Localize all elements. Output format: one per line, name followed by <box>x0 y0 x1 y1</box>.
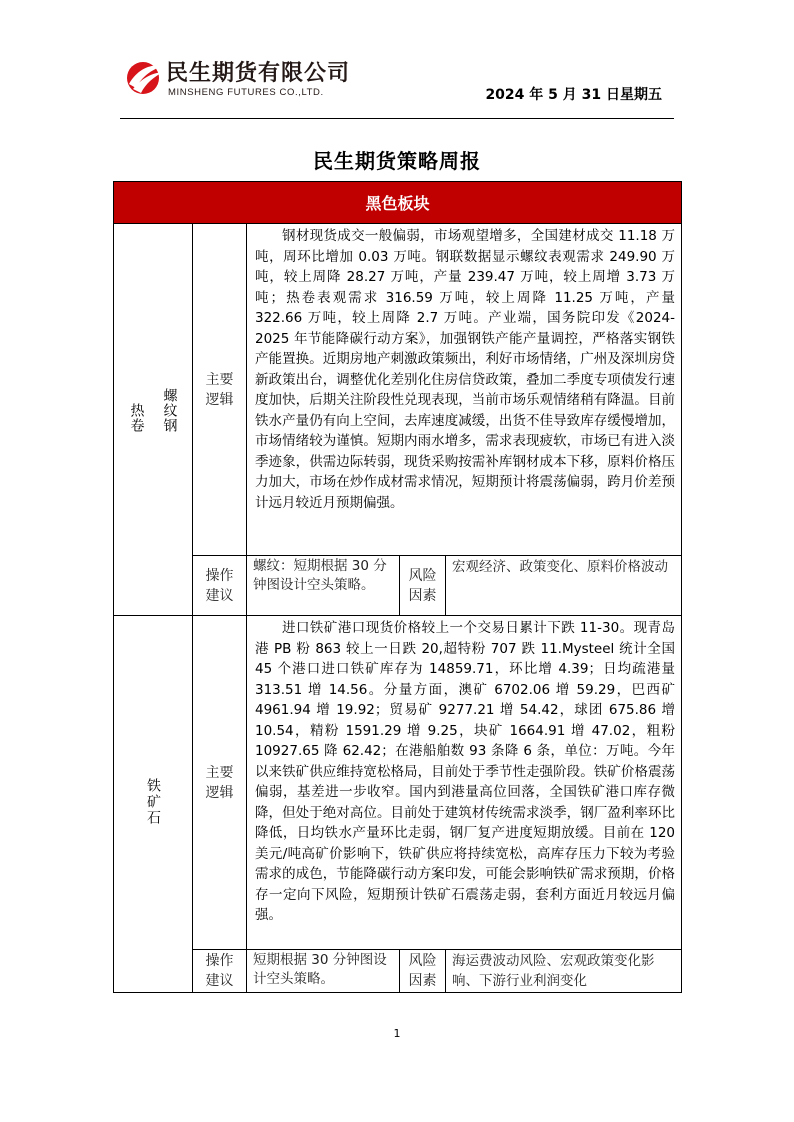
page-number: 1 <box>393 1027 401 1040</box>
iron-ore-risk: 海运费波动风险、宏观政策变化影响、下游行业利润变化 <box>446 950 682 993</box>
company-logo <box>124 56 364 102</box>
rebar-logic-text: 钢材现货成交一般偏弱，市场观望增多，全国建材成交 11.18 万吨，周环比增加 0.03 万吨。钢联数据显示螺纹表观需求 249.90 万吨，较上周降 28.27 万吨，产量 239.47 万吨，较上周增 3.73 万吨；热卷表观需求 316.59 万吨，较上周降 11.25 万吨，产量 322.66 万吨，较上周降 2.7 万吨。产业端，国务院印发《2024-2025 年节能降碳行动方案》，加强钢铁产能产量调控，严格落实钢铁产能置换。近期房地产刺激政策频出，利好市场情绪，广州及深圳房贷新政策出台，调整优化差别化住房信贷政策，叠加二季度专项债发行速度加快，后期关注阶段性兑现表现，当前市场乐观情绪稍有降温。目前铁水产量仍有向上空间，去库速度减缓，出货不佳导致库存缓慢增加，市场情绪较为谨慎。短期内雨水增多，需求表现疲软，市场已有进入淡季迹象，供需边际转弱，现货采购按需补库钢材成本下移，原料价格压力加大，市场在炒作成材需求情况，短期预计将震荡偏弱，跨月价差预计远月较近月预期偏强。 <box>255 228 676 511</box>
operation-label-text: 操作建议 <box>205 953 234 989</box>
strategy-table <box>113 181 682 993</box>
company-name-cn: 民生期货有限公司 <box>166 61 351 86</box>
commodity-label-hotcoil: 热卷 <box>128 402 145 433</box>
risk-label-text: 风险因素 <box>408 953 437 989</box>
rebar-operation: 螺纹：短期根据 30 分钟图设计空头策略。 <box>247 556 400 616</box>
main-logic-label-text: 主要逻辑 <box>205 764 234 801</box>
risk-label-text: 风险因素 <box>408 567 437 604</box>
report-date: 2024 年 5 月 31 日星期五 <box>485 87 662 103</box>
iron-ore-logic-cell <box>247 616 682 950</box>
commodity-iron-ore <box>114 616 193 993</box>
main-logic-label <box>193 616 247 950</box>
rebar-risk: 宏观经济、政策变化、原料价格波动 <box>446 556 682 616</box>
main-logic-label-text: 主要逻辑 <box>205 371 234 408</box>
risk-label <box>400 950 446 993</box>
header-divider <box>120 118 674 119</box>
commodity-label-rebar: 螺纹钢 <box>161 387 178 433</box>
minsheng-logo-icon <box>124 58 164 96</box>
iron-ore-logic-text: 进口铁矿港口现货价格较上一个交易日累计下跌 11-30。现青岛港 PB 粉 863 较上一日跌 20,超特粉 707 跌 11.Mysteel 统计全国 45 个港口进口铁矿库存为 14859.71，环比增 4.39；日均疏港量 313.51 增 14.56。分量方面，澳矿 6702.06 增 59.29，巴西矿 4961.94 增 19.92；贸易矿 9277.21 增 54.42，球团 675.86 增 10.54，精粉 1591.29 增 9.25，块矿 1664.91 增 47.02，粗粉 10927.65 降 62.42；在港船舶数 93 条降 6 条，单位：万吨。今年以来铁矿供应维持宽松格局，目前处于季节性走强阶段。铁矿价格震荡偏弱，基差进一步收窄。国内到港量高位回落，全国铁矿港口库存微降，但处于绝对高位。目前处于建筑材传统需求淡季，钢厂盈利率环比降低，日均铁水产量环比走弱，钢厂复产进度短期放缓。目前在 120 美元/吨高矿价影响下，铁矿供应将持续宽松，高库存压力下较为考验需求的成色，节能降碳行动方案印发，可能会影响铁矿需求预期，价格存一定向下风险，短期预计铁矿石震荡走弱，套利方面近月较远月偏强。 <box>255 620 676 923</box>
commodity-rebar-hotcoil <box>114 224 193 616</box>
operation-label <box>193 950 247 993</box>
page-title: 民生期货策略周报 <box>313 149 481 173</box>
operation-label <box>193 556 247 616</box>
operation-label-text: 操作建议 <box>205 567 234 604</box>
risk-label <box>400 556 446 616</box>
company-name-en: MINSHENG FUTURES CO.,LTD. <box>168 87 324 98</box>
commodity-label-iron-ore: 铁矿石 <box>145 778 161 826</box>
rebar-logic-cell <box>247 224 682 556</box>
main-logic-label <box>193 224 247 556</box>
section-header: 黑色板块 <box>114 182 682 224</box>
iron-ore-operation: 短期根据 30 分钟图设计空头策略。 <box>247 950 400 993</box>
